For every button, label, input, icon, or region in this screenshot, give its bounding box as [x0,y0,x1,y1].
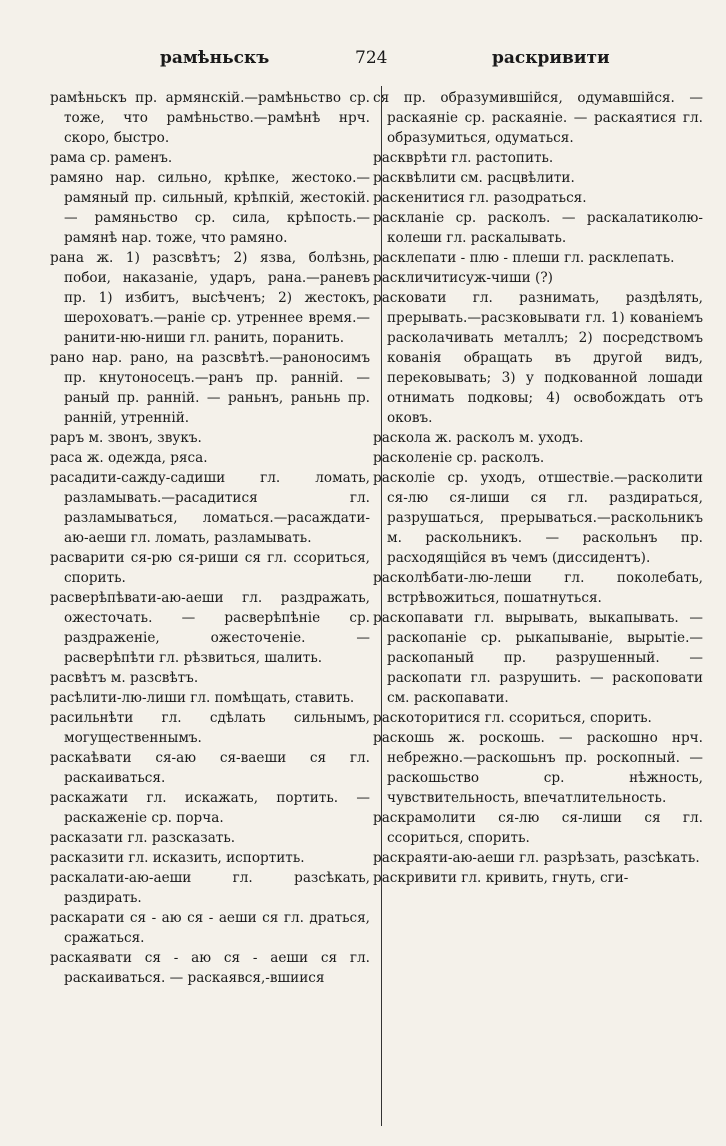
right-column [373,88,703,888]
right-running-headword: раскривити [492,48,610,68]
dictionary-entry: рамяно нар. сильно, крѣпке, жестоко.—рамяный пр. сильный, крѣпкій, жестокій. — рамяньство ср. сила, крѣпость.—рамянѣ нар. тоже, что рамяно. [50,170,370,246]
dictionary-entry: раскенитися гл. разодраться. [373,190,587,206]
dictionary-entry: расадити-сажду-садиши гл. ломать, разламывать.—расадитися гл. разламываться, ломаться.—расаждати-аю-аеши гл. ломать, разламывать. [50,470,370,546]
dictionary-entry: расклепати - плю - плеши гл. расклепать. [373,250,675,266]
dictionary-entry: расколіе ср. уходъ, отшествіе.—расколити ся-лю ся-лиши ся гл. раздираться, разрушаться, прерываться.—раскольникъ м. раскольникъ. — раскольнъ пр. расходящійся въ чемъ (диссидентъ). [373,470,703,566]
page-number: 724 [355,48,388,68]
dictionary-entry: ся пр. образумившійся, одумавшійся. — раскаяніе ср. раскаяніе. — раскаятися гл. образумиться, одуматься. [373,90,703,146]
dictionary-entry: раскошь ж. роскошь. — раскошно нрч. небрежно.—раскошьнъ пр. роскопный. — раскошьство ср. нѣжность, чувствительность, впечатлительность. [373,730,703,806]
dictionary-entry: раскличитисуж-чиши (?) [373,270,553,286]
dictionary-entry: расвѣтъ м. разсвѣтъ. [50,670,199,686]
dictionary-entry: расварити ся-рю ся-риши ся гл. ссориться, спорить. [50,550,370,586]
left-running-headword: рамѣньскъ [160,48,270,68]
dictionary-entry: раскланіе ср. расколъ. — раскалатиколю-колеши гл. раскалывать. [373,210,703,246]
dictionary-entry: расказити гл. исказить, испортить. [50,850,305,866]
dictionary-entry: расколѣбати-лю-леши гл. поколебать, встрѣвожиться, пошатнуться. [373,570,703,606]
dictionary-entry: раскривити гл. кривить, гнуть, сги- [373,870,629,886]
dictionary-entry: раскраяти-аю-аеши гл. разрѣзать, разсѣкать. [373,850,700,866]
dictionary-entry: раръ м. звонъ, звукъ. [50,430,202,446]
dictionary-entry: раскажати гл. искажать, портить. — раскаженіе ср. порча. [50,790,370,826]
dictionary-entry: рана ж. 1) разсвѣтъ; 2) язва, болѣзнь, побои, наказаніе, ударъ, рана.—раневъ пр. 1) избитъ, высѣченъ; 2) жестокъ, шероховатъ.—раніе ср. утреннее время.—ранити-ню-ниши гл. ранить, поранить. [50,250,370,346]
dictionary-entry: раскоторитися гл. ссориться, спорить. [373,710,652,726]
dictionary-entry: рама ср. раменъ. [50,150,173,166]
dictionary-entry: раса ж. одежда, ряса. [50,450,208,466]
dictionary-entry: рамѣньскъ пр. армянскій.—рамѣньство ср. тоже, что рамѣньство.—рамѣнѣ нрч. скоро, быстро. [50,90,370,146]
dictionary-entry: раскврѣти гл. растопить. [373,150,554,166]
dictionary-entry: расильнѣти гл. сдѣлать сильнымъ, могущественнымъ. [50,710,370,746]
dictionary-entry: раскола ж. расколъ м. уходъ. [373,430,584,446]
left-column [50,88,370,988]
dictionary-entry: раскрамолити ся-лю ся-лиши ся гл. ссориться, спорить. [373,810,703,846]
dictionary-entry: расколеніе ср. расколъ. [373,450,545,466]
dictionary-entry: раскарати ся - аю ся - аеши ся гл. драться, сражаться. [50,910,370,946]
dictionary-entry: раскаявати ся - аю ся - аеши ся гл. раскаиваться. — раскаявся,-вшиися [50,950,370,986]
dictionary-entry: расквѣлити см. расцвѣлити. [373,170,575,186]
dictionary-entry: расверѣпѣвати-аю-аеши гл. раздражать, ожесточать. — расверѣпѣніе ср. раздраженіе, ожесточеніе. — расверѣпѣти гл. рѣзвиться, шалить. [50,590,370,666]
dictionary-entry: расковати гл. разнимать, раздѣлять, прерывать.—расзковывати гл. 1) кованіемъ расколачивать металлъ; 2) посредствомъ кованія обращать въ другой видъ, перековывать; 3) у подкованной лошади отнимать подковы; 4) освобождать отъ оковъ. [373,290,703,426]
page-header [0,48,726,78]
dictionary-entry: раскалати-аю-аеши гл. разсѣкать, раздирать. [50,870,370,906]
dictionary-entry: раскопавати гл. вырывать, выкапывать. — раскопаніе ср. рыкапываніе, вырытіе.—раскопаный пр. разрушенный. — раскопати гл. разрушить. — раскоповати см. раскопавати. [373,610,703,706]
dictionary-entry: расѣлити-лю-лиши гл. помѣщать, ставить. [50,690,355,706]
dictionary-entry: расказати гл. разсказать. [50,830,236,846]
dictionary-entry: рано нар. рано, на разсвѣтѣ.—раноносимъ пр. кнутоносецъ.—ранъ пр. ранній. — раный пр. ранній. — раньнъ, раньнь пр. ранній, утренній. [50,350,370,426]
dictionary-entry: раскаѣвати ся-аю ся-ваеши ся гл. раскаиваться. [50,750,370,786]
